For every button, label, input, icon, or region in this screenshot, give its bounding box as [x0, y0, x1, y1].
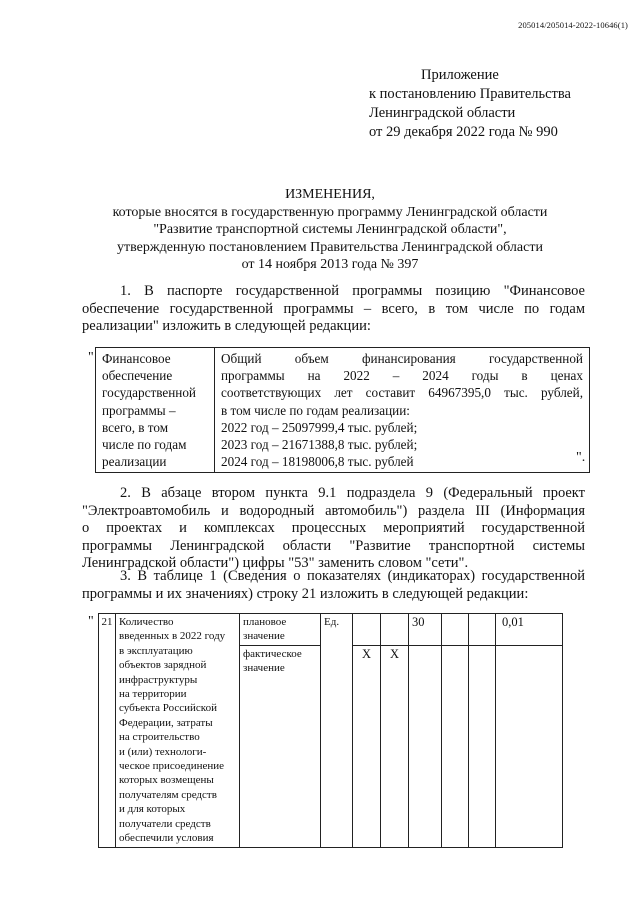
cell-line: 2024 год – 18198006,8 тыс. рублей [221, 454, 414, 470]
cell-line: Федерации, затраты [119, 716, 213, 729]
planned-value-last: 0,01 [496, 614, 563, 646]
actual-x-mark: Х [381, 645, 409, 847]
cell-line: на территории [119, 688, 187, 701]
item-3-line: программы и их значениях) строку 21 изложить в следующей редакции: [82, 585, 529, 602]
cell-line: обеспечение [102, 368, 173, 384]
close-quote: ". [576, 450, 586, 465]
item-2-line: Ленинградской области") цифры "53" заменить словом "сети". [82, 555, 469, 571]
cell-line: программы на 2022 – 2024 годы в ценах [221, 368, 583, 384]
actual-value-label [240, 645, 321, 847]
item-2-line: "Электроавтомобиль и водородный автомобиль") раздела III (Информация [82, 502, 585, 519]
financing-label-cell [96, 348, 215, 473]
item-1-line: обеспечение государственной программы – всего, в том числе по годам [82, 300, 585, 317]
document-title [60, 186, 600, 274]
item-3-paragraph [82, 568, 585, 603]
appendix-line: от 29 декабря 2022 года № 990 [369, 124, 558, 140]
item-2-line: о проектах и комплексах процессных мероприятий государственной [82, 520, 585, 536]
planned-cell [381, 614, 409, 646]
planned-cell [442, 614, 469, 646]
cell-line: значение [243, 662, 285, 675]
cell-line: объектов зарядной [119, 659, 207, 672]
title-line: утвержденную постановлением Правительства Ленинградской области [117, 239, 543, 255]
cell-line: на строительство [119, 731, 200, 744]
item-3-line: 3. В таблице 1 (Сведения о показателях (индикаторах) государственной [120, 568, 585, 584]
cell-line: обеспечили условия [119, 832, 214, 845]
indicator-table [98, 613, 563, 848]
appendix-line: к постановлению Правительства [369, 86, 571, 102]
actual-cell [442, 645, 469, 847]
open-quote: " [88, 350, 94, 365]
actual-cell [469, 645, 496, 847]
cell-line: Количество [119, 616, 174, 628]
cell-line: Общий объем финансирования государственной [221, 351, 583, 366]
indicator-name-cell [116, 614, 240, 848]
item-1-line: реализации" изложить в следующей редакции: [82, 318, 371, 334]
cell-line: и (или) технологи- [119, 745, 207, 758]
cell-line: ческое присоединение [119, 760, 225, 773]
open-quote-table-2: " [88, 614, 94, 629]
planned-value-label [240, 614, 321, 646]
appendix-line: Приложение [421, 67, 499, 83]
cell-line: в эксплуатацию [119, 644, 193, 657]
cell-line: инфраструктуры [119, 673, 198, 686]
item-2-paragraph [82, 485, 585, 573]
unit-cell: Ед. [321, 614, 353, 848]
item-2-line: 2. В абзаце втором пункта 9.1 подраздела 9 (Федеральный проект [120, 485, 585, 501]
document-id: 205014/205014-2022-10646(1) [518, 20, 628, 30]
cell-line: числе по годам [102, 437, 187, 453]
cell-line: Финансовое [102, 351, 171, 366]
appendix-line: Ленинградской области [369, 105, 516, 121]
cell-line: значение [243, 630, 285, 643]
cell-line: программы – [102, 402, 176, 418]
cell-line: всего, в том [102, 419, 169, 435]
cell-line: соответствующих лет составит 64967395,0 тыс. рублей, [221, 385, 583, 401]
title-line: "Развитие транспортной системы Ленинградской области", [153, 222, 507, 237]
cell-line: получателям средств [119, 788, 217, 801]
planned-value-2022: 30 [409, 614, 442, 646]
actual-cell [496, 645, 563, 847]
cell-line: плановое [243, 616, 287, 628]
cell-line: государственной [102, 385, 196, 401]
cell-line: введенных в 2022 году [119, 630, 226, 643]
actual-x-mark: Х [353, 645, 381, 847]
cell-line: и для которых [119, 803, 186, 816]
financing-table [95, 347, 590, 473]
financing-value-cell [215, 348, 590, 473]
planned-cell [353, 614, 381, 646]
appendix-block [369, 66, 571, 142]
cell-line: 2023 год – 21671388,8 тыс. рублей; [221, 437, 418, 453]
planned-cell [469, 614, 496, 646]
cell-line: получатели средств [119, 817, 211, 830]
cell-line: в том числе по годам реализации: [221, 402, 410, 418]
item-1-paragraph [82, 283, 585, 336]
cell-line: реализации [102, 454, 167, 470]
title-heading: ИЗМЕНЕНИЯ, [285, 187, 375, 202]
item-1-line: 1. В паспорте государственной программы позицию "Финансовое [120, 283, 585, 299]
cell-line: фактическое [243, 647, 302, 660]
cell-line: субъекта Российской [119, 702, 217, 715]
cell-line: 2022 год – 25097999,4 тыс. рублей; [221, 419, 418, 435]
title-line: которые вносятся в государственную программу Ленинградской области [112, 204, 548, 220]
title-line: от 14 ноября 2013 года № 397 [241, 257, 419, 272]
cell-line: которых возмещены [119, 774, 214, 787]
row-number: 21 [99, 614, 116, 848]
item-2-line: программы Ленинградской области "Развитие транспортной системы [82, 537, 585, 554]
actual-cell [409, 645, 442, 847]
